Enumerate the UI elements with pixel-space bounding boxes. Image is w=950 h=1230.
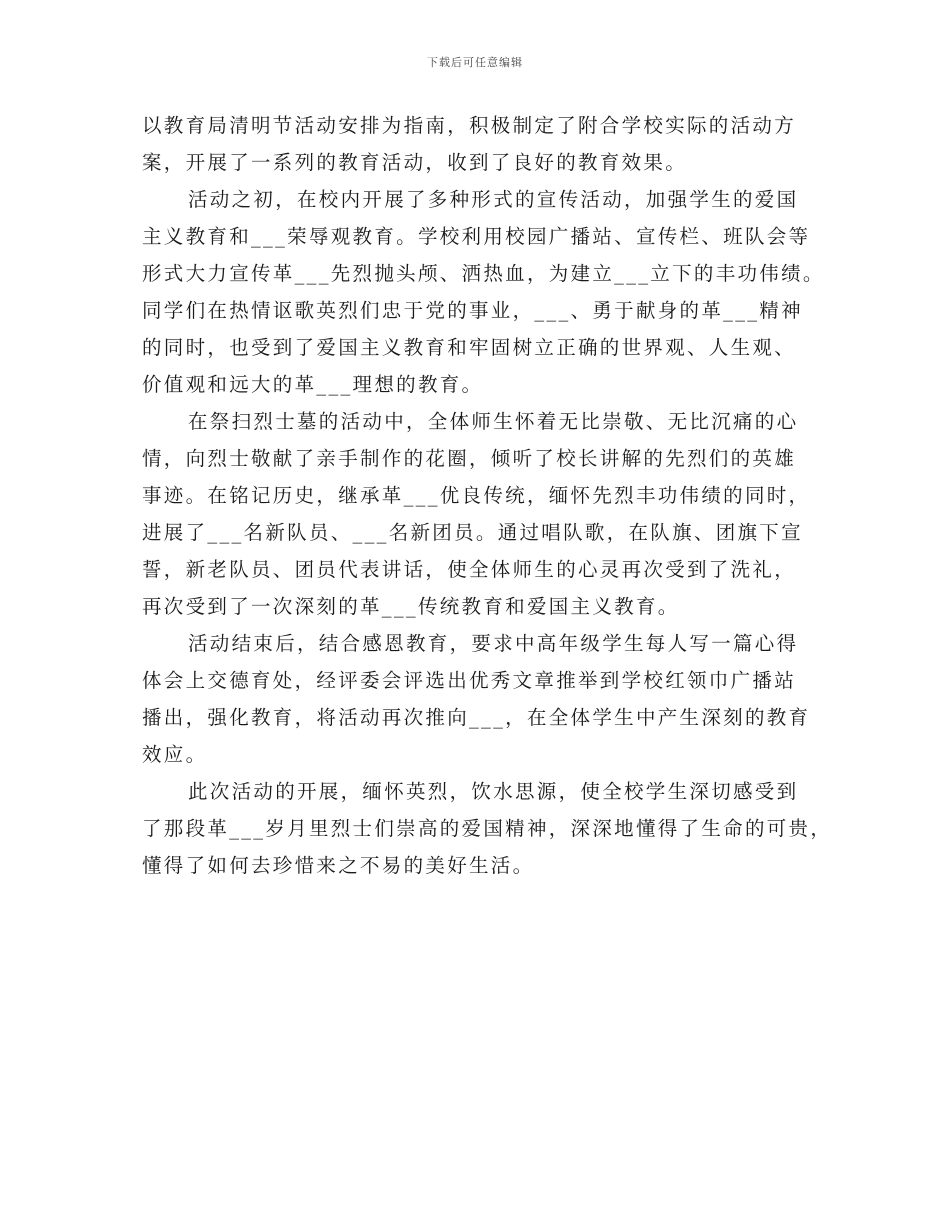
text-line: 的同时，也受到了爱国主义教育和牢固树立正确的世界观、人生观、 — [142, 336, 797, 359]
text-line: 进展了___名新队员、___名新团员。通过唱队歌，在队旗、团旗下宣 — [142, 521, 803, 544]
text-line: 以教育局清明节活动安排为指南，积极制定了附合学校实际的活动方 — [142, 114, 797, 137]
text-line: 体会上交德育处，经评委会评选出优秀文章推举到学校红领巾广播站 — [142, 669, 797, 692]
text-line: 誓，新老队员、团员代表讲话，使全体师生的心灵再次受到了洗礼， — [142, 558, 797, 581]
paragraph — [142, 773, 832, 884]
text-line: 形式大力宣传革___先烈抛头颅、洒热血，为建立___立下的丰功伟绩。 — [142, 262, 825, 285]
page-header: 下载后可任意编辑 — [427, 56, 523, 69]
text-line: 在祭扫烈士墓的活动中，全体师生怀着无比崇敬、无比沉痛的心 — [188, 410, 799, 433]
text-line: 主义教育和___荣辱观教育。学校利用校园广播站、宣传栏、班队会等 — [142, 225, 811, 248]
text-line: 活动结束后，结合感恩教育，要求中高年级学生每人写一篇心得 — [188, 632, 799, 655]
text-line: 播出，强化教育，将活动再次推向___，在全体学生中产生深刻的教育 — [142, 706, 811, 729]
text-line: 活动之初，在校内开展了多种形式的宣传活动，加强学生的爱国 — [188, 188, 799, 211]
text-line: 此次活动的开展，缅怀英烈，饮水思源，使全校学生深切感受到 — [188, 780, 799, 803]
text-line: 效应。 — [142, 743, 208, 766]
text-line: 价值观和远大的革___理想的教育。 — [142, 373, 484, 396]
document-body — [142, 107, 832, 884]
text-line: 懂得了如何去珍惜来之不易的美好生活。 — [142, 854, 535, 877]
paragraph — [142, 403, 832, 625]
text-line: 情，向烈士敬献了亲手制作的花圈，倾听了校长讲解的先烈们的英雄 — [142, 447, 797, 470]
paragraph — [142, 107, 832, 181]
paragraph — [142, 625, 832, 773]
text-line: 事迹。在铭记历史，继承革___优良传统，缅怀先烈丰功伟绩的同时， — [142, 484, 811, 507]
text-line: 再次受到了一次深刻的革___传统教育和爱国主义教育。 — [142, 595, 680, 618]
paragraph — [142, 181, 832, 403]
text-line: 案，开展了一系列的教育活动，收到了良好的教育效果。 — [142, 151, 688, 174]
text-line: 了那段革___岁月里烈士们崇高的爱国精神，深深地懂得了生命的可贵， — [142, 817, 833, 840]
text-line: 同学们在热情讴歌英烈们忠于党的事业，___、勇于献身的革___精神 — [142, 299, 803, 322]
